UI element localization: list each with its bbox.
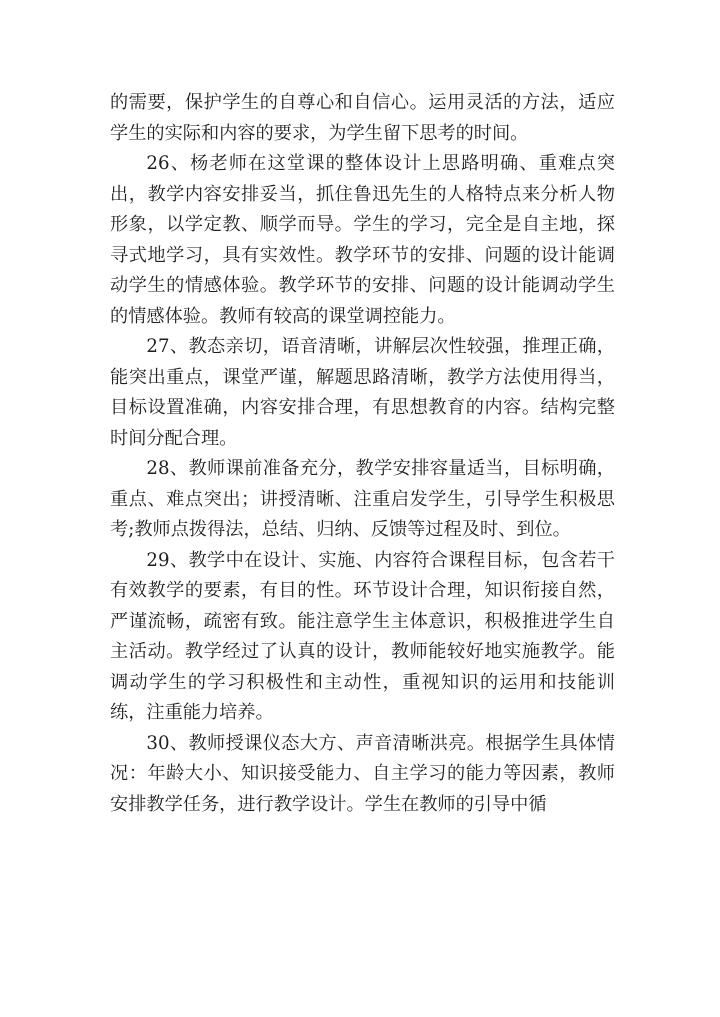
paragraph-continuation: 的需要，保护学生的自尊心和自信心。运用灵活的方法，适应学生的实际和内容的要求，为学生留下思考的时间。 [110,92,615,144]
body-text [110,88,615,820]
paragraph-30: 30、教师授课仪态大方、声音清晰洪亮。根据学生具体情况：年龄大小、知识接受能力、自主学习的能力等因素，教师安排教学任务，进行教学设计。学生在教师的引导中循 [110,732,615,815]
paragraph-28: 28、教师课前准备充分，教学安排容量适当，目标明确，重点、难点突出；讲授清晰、注重启发学生，引导学生积极思考;教师点拨得法，总结、归纳、反馈等过程及时、到位。 [110,458,615,540]
paragraph-27: 27、教态亲切，语音清晰，讲解层次性较强，推理正确，能突出重点，课堂严谨，解题思路清晰，教学方法使用得当，目标设置准确，内容安排合理，有思想教育的内容。结构完整时间分配合理。 [110,336,615,449]
paragraph-29: 29、教学中在设计、实施、内容符合课程目标，包含若干有效教学的要素，有目的性。环节设计合理，知识衔接自然，严谨流畅，疏密有致。能注意学生主体意识，积极推进学生自主活动。教学经过了认真的设计，教师能较好地实施教学。能调动学生的学习积极性和主动性，重视知识的运用和技能训练，注重能力培养。 [110,549,615,723]
paragraph-26: 26、杨老师在这堂课的整体设计上思路明确、重难点突出，教学内容安排妥当，抓住鲁迅先生的人格特点来分析人物形象，以学定教、顺学而导。学生的学习，完全是自主地，探寻式地学习，具有实效性。教学环节的安排、问题的设计能调动学生的情感体验。教学环节的安排、问题的设计能调动学生的情感体验。教师有较高的课堂调控能力。 [110,153,615,327]
